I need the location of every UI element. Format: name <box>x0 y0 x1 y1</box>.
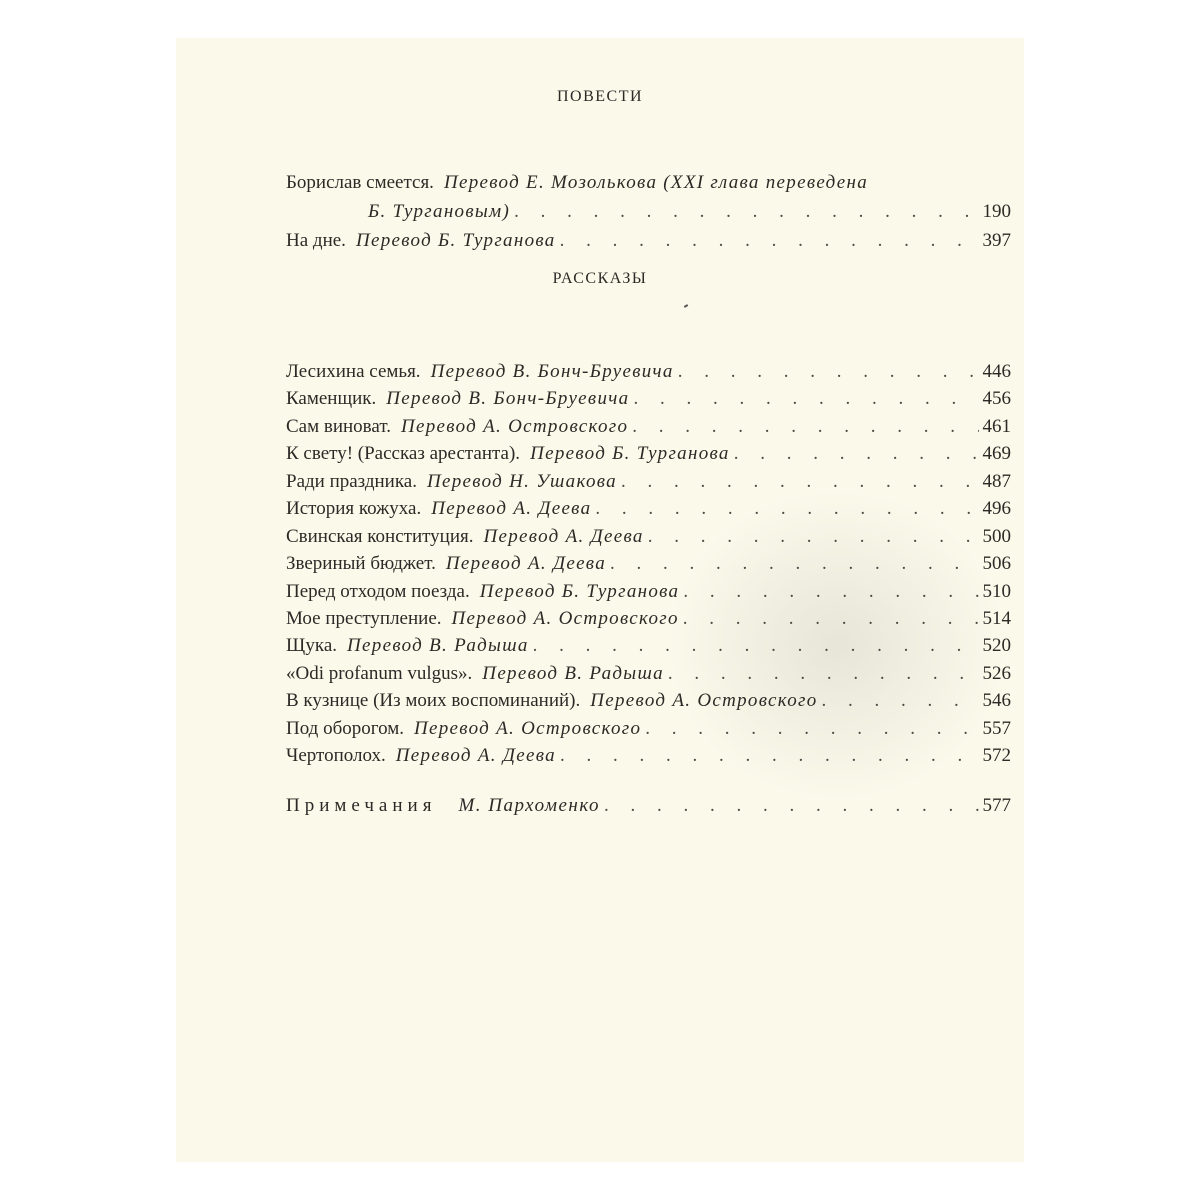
dot-leader <box>678 361 979 383</box>
entry-page-number: 557 <box>982 718 1011 739</box>
dot-leader <box>621 471 979 493</box>
toc-entry <box>286 388 1011 414</box>
entry-page-number: 506 <box>982 553 1011 574</box>
entry-page-number: 520 <box>982 635 1011 656</box>
toc-entry <box>286 608 1011 634</box>
pen-mark <box>684 304 688 308</box>
entry-translator: Перевод Б. Турганова <box>355 230 556 251</box>
notes-entry <box>286 795 1011 821</box>
dot-leader <box>645 718 978 740</box>
toc-entry <box>286 553 1011 579</box>
dot-leader <box>560 230 979 252</box>
entry-title: Свинская конституция. <box>286 526 474 547</box>
entry-page-number: 487 <box>982 471 1011 492</box>
entry-translator: Перевод Н. Ушакова <box>426 471 617 492</box>
entry-title: Чертополох. <box>286 745 386 766</box>
entry-title: Звериный бюджет. <box>286 553 436 574</box>
toc-entry <box>286 230 1011 256</box>
toc-entry <box>286 718 1011 744</box>
toc-entry <box>286 690 1011 716</box>
toc-entry <box>286 172 1011 198</box>
dot-leader <box>514 201 978 223</box>
entry-translator: Перевод В. Радыша <box>482 663 664 684</box>
entry-title: В кузнице (Из моих воспоминаний). <box>286 690 581 711</box>
entry-translator: Перевод Е. Мозолькова (XXI глава переведена <box>443 172 869 193</box>
entry-translator-continuation: Б. Тургановым) <box>368 201 511 222</box>
entry-title: Сам виноват. <box>286 416 391 437</box>
notes-label: Примечания <box>286 795 437 816</box>
toc-entry <box>286 498 1011 524</box>
notes-author: М. Пархоменко <box>458 795 600 816</box>
entry-title: Ради праздника. <box>286 471 417 492</box>
dot-leader <box>533 635 979 657</box>
dot-leader <box>610 553 978 575</box>
entry-translator: Перевод А. Островского <box>590 690 818 711</box>
section-heading-povesti: ПОВЕСТИ <box>556 88 644 105</box>
toc-entry <box>286 526 1011 552</box>
toc-entry <box>286 663 1011 689</box>
dot-leader <box>734 443 979 465</box>
entry-title: Под оборогом. <box>286 718 404 739</box>
entry-page-number: 456 <box>982 388 1011 409</box>
entry-translator: Перевод А. Деева <box>445 553 607 574</box>
toc-entry <box>286 471 1011 497</box>
entry-title: Мое преступление. <box>286 608 442 629</box>
notes-page-number: 577 <box>982 795 1011 816</box>
entry-translator: Перевод Б. Турганова <box>530 443 730 464</box>
entry-title: Щука. <box>286 635 338 656</box>
entry-title: Борислав смеется. <box>286 172 434 193</box>
entry-translator: Перевод В. Радыша <box>347 635 529 656</box>
dot-leader <box>668 663 979 685</box>
entry-title: Лесихина семья. <box>286 361 421 382</box>
toc-entry <box>286 745 1011 771</box>
dot-leader <box>648 526 979 548</box>
dot-leader <box>822 690 979 712</box>
entry-page-number: 190 <box>982 201 1011 222</box>
toc-entry <box>286 361 1011 387</box>
entry-page-number: 526 <box>982 663 1011 684</box>
entry-page-number: 397 <box>982 230 1011 251</box>
entry-page-number: 510 <box>982 581 1011 602</box>
entry-title: На дне. <box>286 230 346 251</box>
dot-leader <box>560 745 979 767</box>
entry-translator: Перевод А. Островского <box>414 718 642 739</box>
entry-page-number: 446 <box>982 361 1011 382</box>
entry-translator: Перевод А. Деева <box>483 526 644 547</box>
toc-entry-continuation <box>368 201 1011 227</box>
entry-page-number: 514 <box>982 608 1011 629</box>
dot-leader <box>632 416 978 438</box>
entry-title: К свету! (Рассказ арестанта). <box>286 443 521 464</box>
entry-translator: Перевод А. Островского <box>451 608 679 629</box>
dot-leader <box>604 795 979 817</box>
section-heading-rasskazy: РАССКАЗЫ <box>552 270 648 287</box>
toc-entry <box>286 443 1011 469</box>
entry-page-number: 496 <box>982 498 1011 519</box>
entry-translator: Перевод А. Деева <box>395 745 556 766</box>
dot-leader <box>633 388 978 410</box>
toc-entry <box>286 581 1011 607</box>
book-page <box>176 38 1024 1162</box>
dot-leader <box>595 498 978 520</box>
entry-translator: Перевод Б. Турганова <box>479 581 680 602</box>
toc-entry <box>286 635 1011 661</box>
entry-translator: Перевод А. Островского <box>400 416 629 437</box>
dot-leader <box>683 608 979 630</box>
entry-translator: Перевод А. Деева <box>431 498 592 519</box>
entry-page-number: 461 <box>982 416 1011 437</box>
dot-leader <box>683 581 978 603</box>
entry-page-number: 500 <box>982 526 1011 547</box>
entry-title: «Odi profanum vulgus». <box>286 663 473 684</box>
entry-translator: Перевод В. Бонч-Бруевича <box>430 361 674 382</box>
toc-entry <box>286 416 1011 442</box>
entry-title: История кожуха. <box>286 498 422 519</box>
entry-title: Каменщик. <box>286 388 377 409</box>
entry-page-number: 546 <box>982 690 1011 711</box>
entry-translator: Перевод В. Бонч-Бруевича <box>386 388 630 409</box>
entry-page-number: 469 <box>982 443 1011 464</box>
entry-title: Перед отходом поезда. <box>286 581 470 602</box>
entry-page-number: 572 <box>982 745 1011 766</box>
